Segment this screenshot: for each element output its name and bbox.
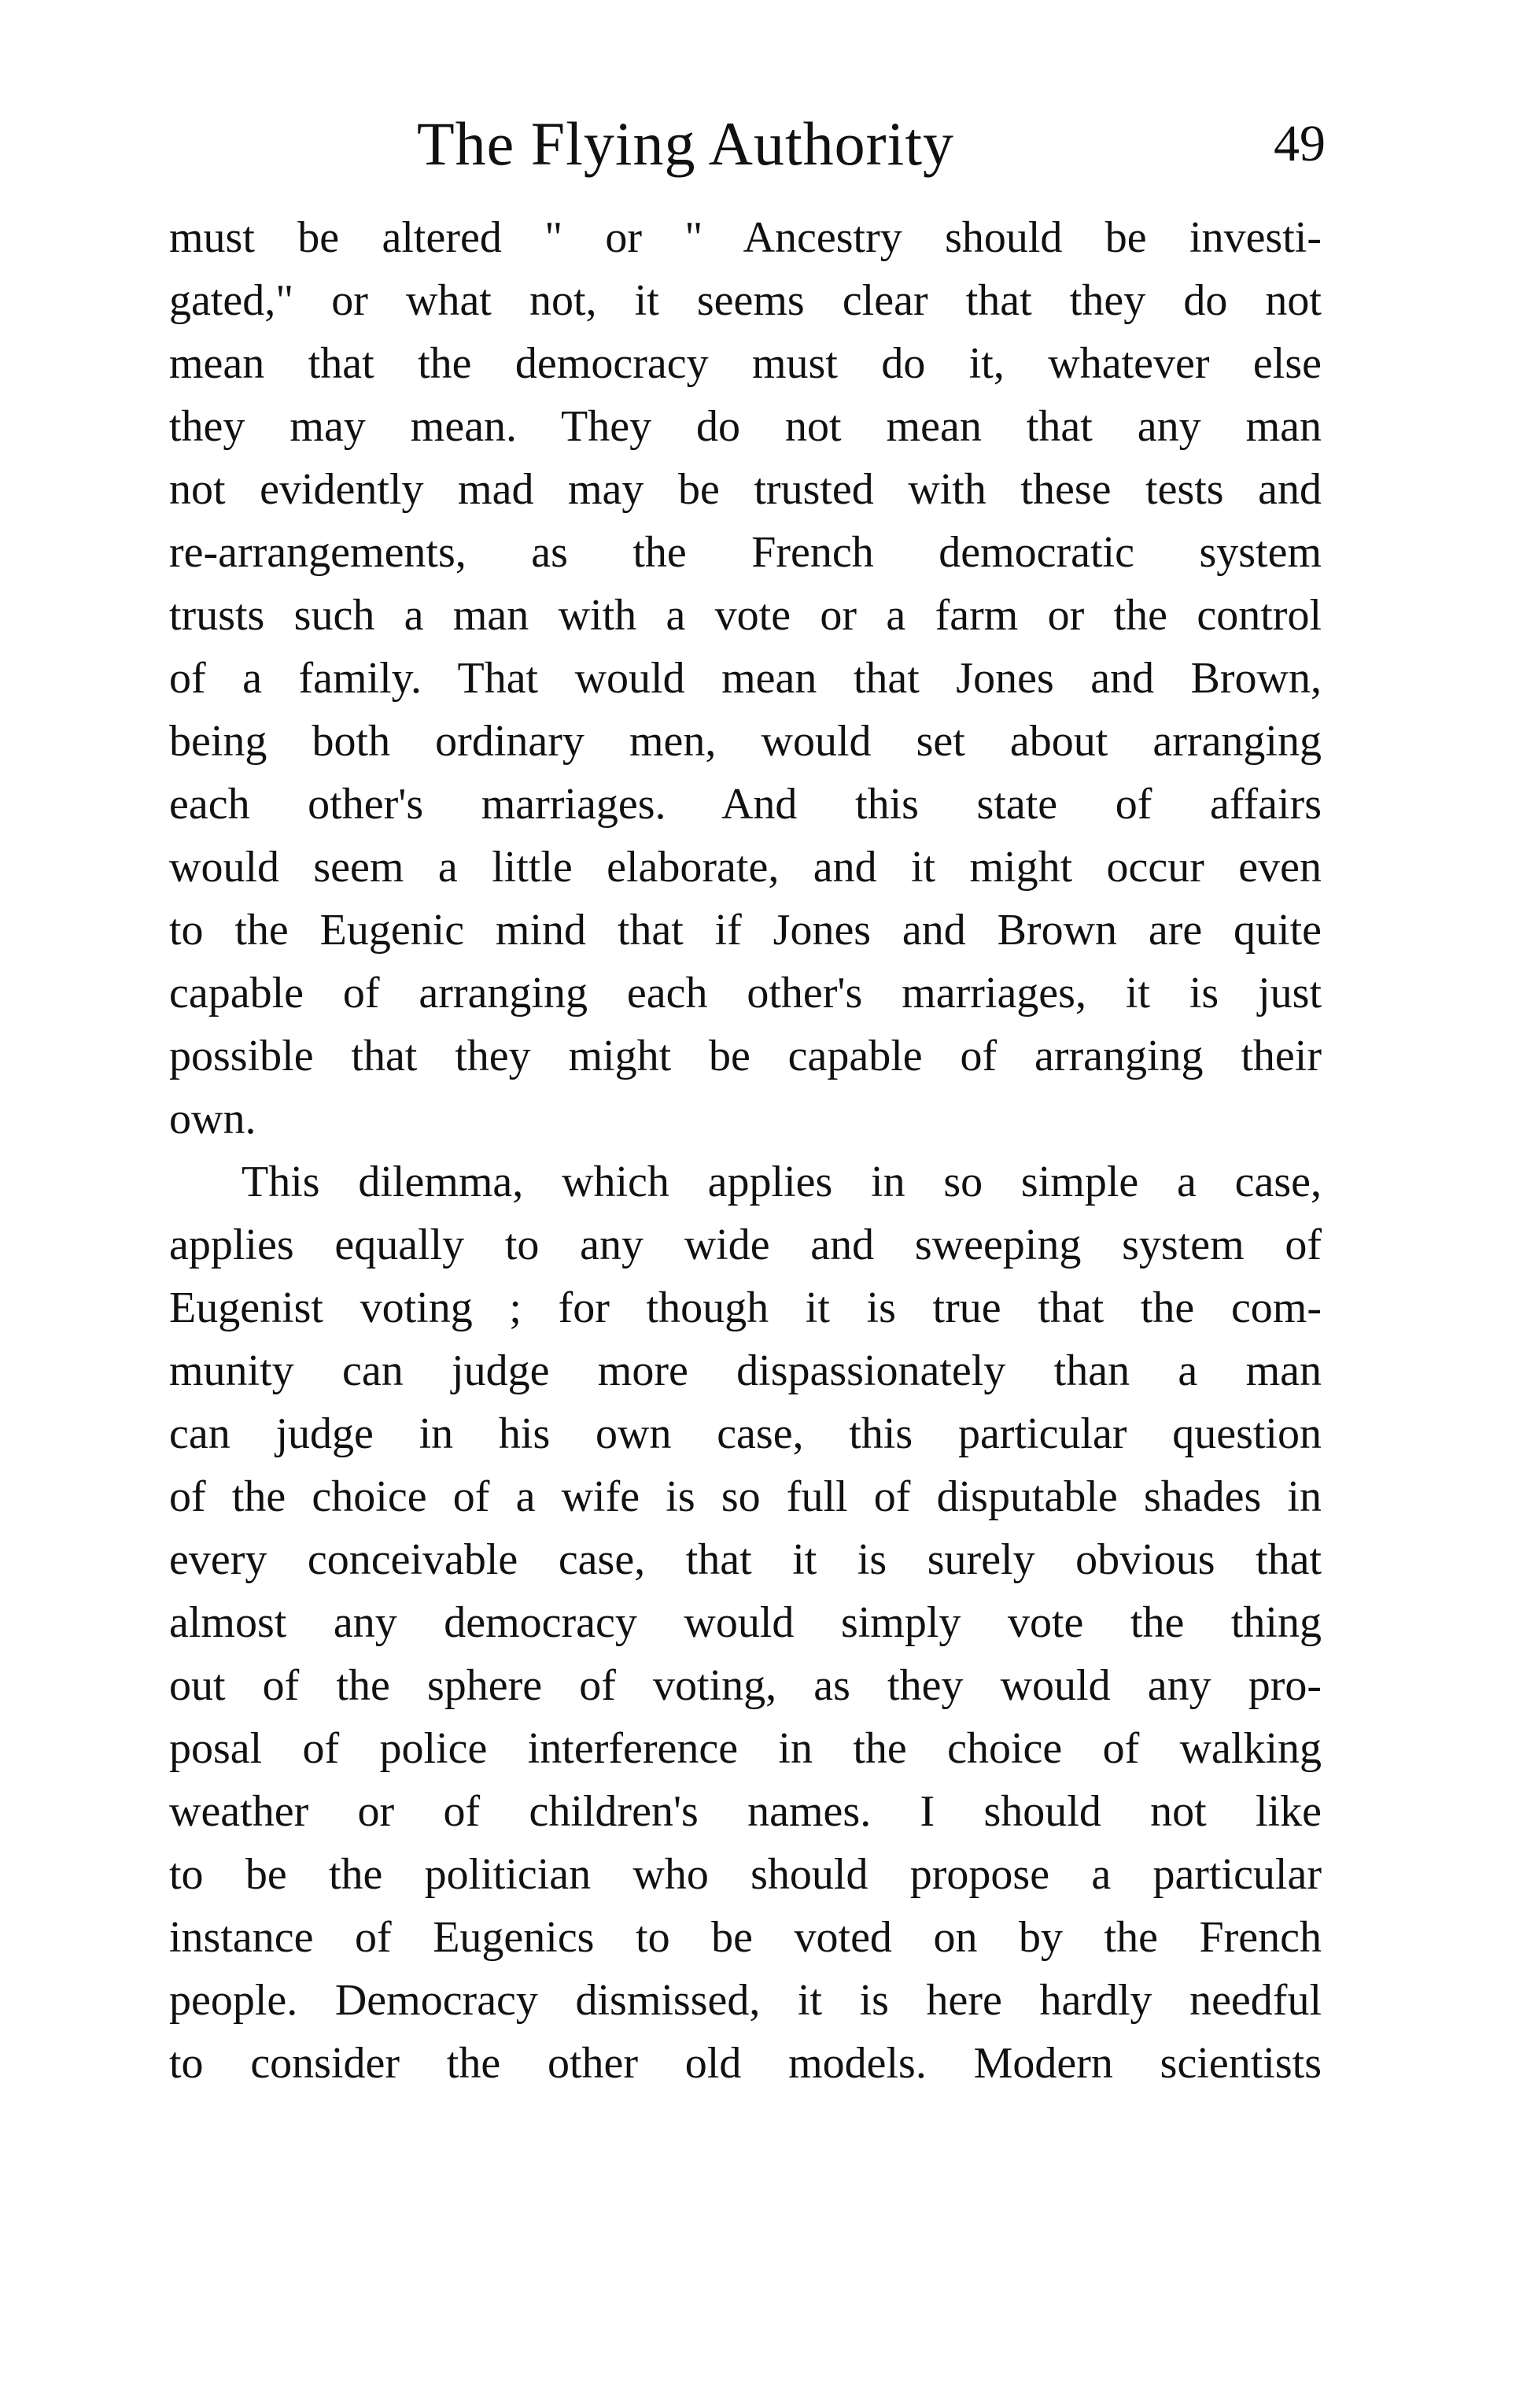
body-text bbox=[169, 206, 1322, 2095]
text-line: almost any democracy would simply vote the thing bbox=[169, 1598, 1322, 1647]
text-line: gated," or what not, it seems clear that they do not bbox=[169, 276, 1322, 325]
text-line: would seem a little elaborate, and it might occur even bbox=[169, 843, 1322, 892]
text-line: people. Democracy dismissed, it is here hardly needful bbox=[169, 1976, 1322, 2025]
text-line: applies equally to any wide and sweeping system of bbox=[169, 1221, 1322, 1269]
text-line: mean that the democracy must do it, whatever else bbox=[169, 339, 1322, 388]
page-header bbox=[165, 101, 1326, 187]
text-line: each other's marriages. And this state of affairs bbox=[169, 780, 1322, 829]
text-line: every conceivable case, that it is surely obvious that bbox=[169, 1535, 1322, 1584]
text-line: trusts such a man with a vote or a farm or the control bbox=[169, 591, 1322, 640]
running-title: The Flying Authority bbox=[417, 109, 954, 178]
text-line: to be the politician who should propose a particular bbox=[169, 1850, 1322, 1899]
text-line: to consider the other old models. Modern scientists bbox=[169, 2039, 1322, 2088]
text-line: they may mean. They do not mean that any man bbox=[169, 402, 1322, 451]
text-line: to the Eugenic mind that if Jones and Brown are quite bbox=[169, 906, 1322, 955]
text-line: of the choice of a wife is so full of disputable shades in bbox=[169, 1472, 1322, 1521]
text-line: of a family. That would mean that Jones and Brown, bbox=[169, 654, 1322, 703]
page-number: 49 bbox=[1274, 115, 1326, 172]
text-line: re-arrangements, as the French democratic system bbox=[169, 528, 1322, 577]
text-line: possible that they might be capable of arranging their bbox=[169, 1032, 1322, 1080]
text-line: capable of arranging each other's marriages, it is just bbox=[169, 969, 1322, 1017]
text-line: must be altered " or " Ancestry should be investi- bbox=[169, 213, 1322, 262]
text-line: Eugenist voting ; for though it is true that the com- bbox=[169, 1283, 1322, 1332]
text-line: munity can judge more dispassionately than a man bbox=[169, 1346, 1322, 1395]
text-line: can judge in his own case, this particular question bbox=[169, 1409, 1322, 1458]
text-line: out of the sphere of voting, as they would any pro- bbox=[169, 1661, 1322, 1710]
text-line: weather or of children's names. I should not like bbox=[169, 1787, 1322, 1836]
text-line: own. bbox=[169, 1095, 256, 1143]
text-line: posal of police interference in the choice of walking bbox=[169, 1724, 1322, 1773]
text-line: being both ordinary men, would set about arranging bbox=[169, 717, 1322, 766]
text-line: instance of Eugenics to be voted on by the French bbox=[169, 1913, 1322, 1962]
paragraph-start-line: This dilemma, which applies in so simple a case, bbox=[242, 1158, 1322, 1206]
text-line: not evidently mad may be trusted with these tests and bbox=[169, 465, 1322, 514]
